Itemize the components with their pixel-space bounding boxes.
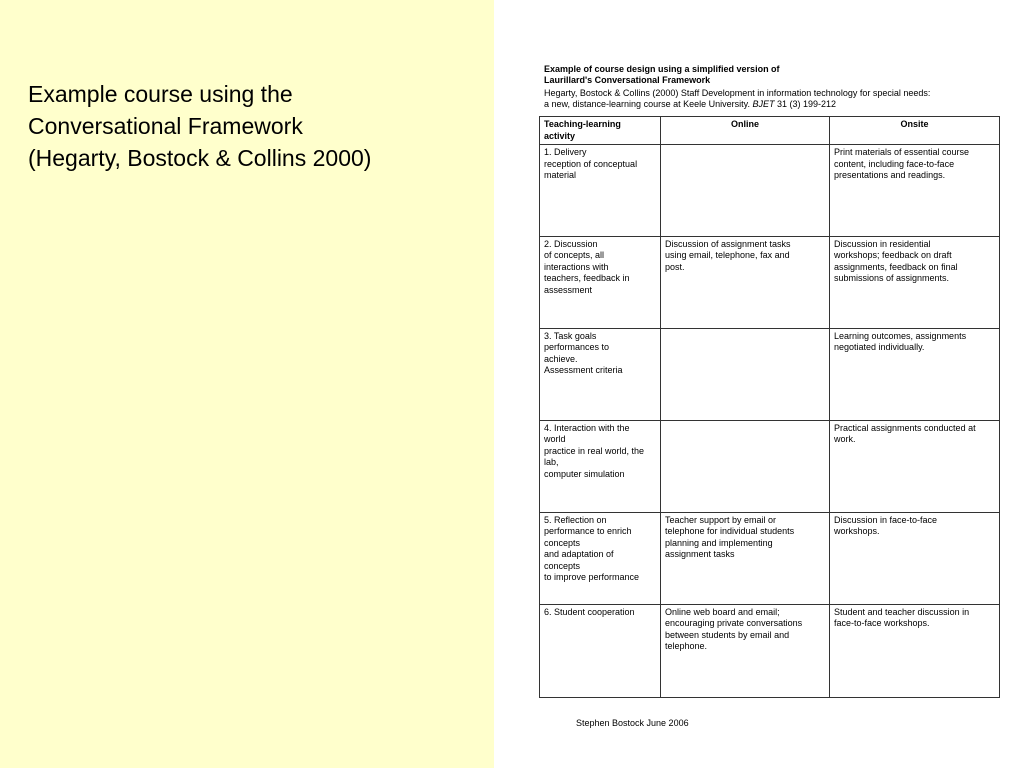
cell-line: achieve. [544,353,578,364]
cell-activity [540,145,661,237]
cell-online [661,145,830,237]
cell-onsite [830,236,1000,328]
slide-heading-line-3: (Hegarty, Bostock & Collins 2000) [28,145,372,171]
header-onsite: Onsite [830,117,1000,145]
cell-line: workshops; feedback on draft [834,250,952,261]
cell-line: teachers, feedback in [544,273,630,284]
cell-line: between students by email and [665,629,790,640]
cell-line: content, including face-to-face [834,158,955,169]
table-row [540,145,1000,237]
slide-heading-line-2: Conversational Framework [28,113,303,139]
cell-line: Discussion in face-to-face [834,514,938,525]
document-header [544,64,1014,110]
cell-activity [540,328,661,420]
cell-activity [540,236,661,328]
cell-line: 1. Delivery [544,147,587,157]
document-title-line-1: Example of course design using a simplified version of [544,64,780,74]
cell-onsite [830,420,1000,512]
cell-line: Practical assignments conducted at [834,422,976,433]
slide-heading [28,78,478,174]
cell-line: Student and teacher discussion in [834,606,970,617]
cell-line: telephone for individual students [665,526,795,537]
cell-line: Discussion of assignment tasks [665,238,791,249]
table-row [540,512,1000,604]
cell-line: negotiated individually. [834,342,925,353]
document-title-line-2: Laurillard's Conversational Framework [544,75,711,85]
cell-onsite [830,145,1000,237]
cell-line: concepts [544,537,581,548]
cell-line: reception of conceptual [544,158,638,169]
cell-line: assignment tasks [665,549,735,560]
cell-line: workshops. [834,526,880,537]
cell-line: performances to [544,342,610,353]
cell-line: presentations and readings. [834,170,946,180]
cell-online [661,236,830,328]
cell-line: Print materials of essential course [834,147,970,157]
cell-line: submissions of assignments. [834,273,950,284]
cell-onsite [830,604,1000,697]
cell-activity [540,420,661,512]
cell-onsite [830,328,1000,420]
header-online: Online [661,117,830,145]
citation-line-2: a new, distance-learning course at Keele University. BJET 31 (3) 199-212 [544,99,837,109]
table-row [540,604,1000,697]
table-header-row [540,117,1000,145]
table-row [540,328,1000,420]
cell-line: Learning outcomes, assignments [834,330,967,341]
course-design-table [539,116,1000,698]
table-row [540,420,1000,512]
cell-line: telephone. [665,641,708,652]
cell-onsite [830,512,1000,604]
footer-credit: Stephen Bostock June 2006 [576,718,689,728]
cell-line: Online web board and email; [665,606,780,617]
citation-line-1: Hegarty, Bostock & Collins (2000) Staff Development in information technology for special needs: [544,88,931,98]
cell-line: of concepts, all [544,250,605,261]
cell-line: post. [665,261,685,272]
cell-online [661,328,830,420]
cell-line: face-to-face workshops. [834,618,930,629]
cell-line: planning and implementing [665,537,773,548]
cell-activity [540,604,661,697]
cell-line: interactions with [544,261,609,272]
cell-line: lab, [544,457,559,468]
cell-line: Discussion in residential [834,238,931,249]
cell-line: and adaptation of [544,549,614,560]
cell-line: concepts [544,560,581,571]
header-activity-line-2: activity [544,130,576,141]
cell-line: to improve performance [544,572,640,583]
cell-line: work. [834,434,856,445]
cell-line: assessment [544,284,593,295]
cell-line: encouraging private conversations [665,618,803,629]
cell-line: using email, telephone, fax and [665,250,790,261]
cell-line: performance to enrich [544,526,632,537]
cell-line: computer simulation [544,468,625,479]
cell-online [661,512,830,604]
cell-line: 5. Reflection on [544,514,607,525]
left-panel [0,0,494,768]
cell-line: Assessment criteria [544,365,623,376]
cell-online [661,420,830,512]
slide-heading-line-1: Example course using the [28,81,293,107]
cell-line: world [544,434,566,445]
cell-line: Teacher support by email or [665,514,777,525]
cell-online [661,604,830,697]
header-activity-line-1: Teaching-learning [544,119,621,129]
cell-line: 3. Task goals [544,330,597,341]
cell-line: 2. Discussion [544,238,598,249]
cell-line: assignments, feedback on final [834,261,958,272]
cell-line: material [544,170,577,180]
cell-activity [540,512,661,604]
cell-line: practice in real world, the [544,445,645,456]
cell-line: 6. Student cooperation [544,606,635,617]
header-activity [540,117,661,145]
table-row [540,236,1000,328]
cell-line: 4. Interaction with the [544,422,630,433]
